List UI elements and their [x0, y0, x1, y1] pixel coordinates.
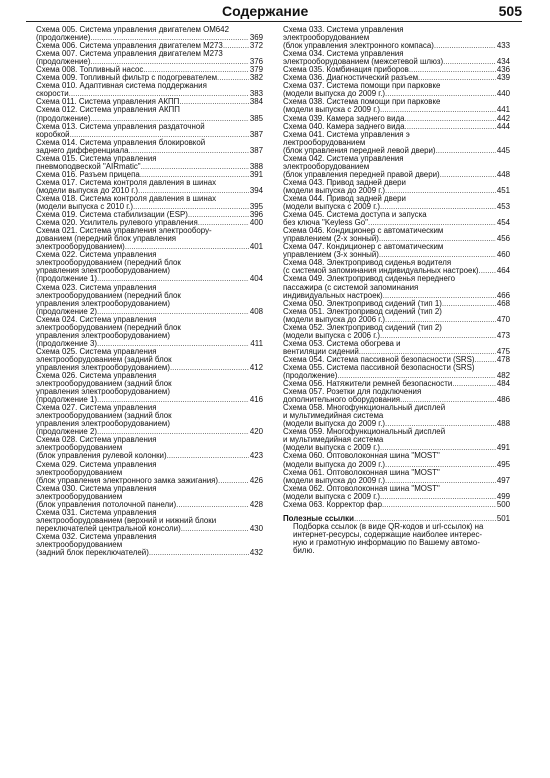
toc-entry-text: управления электрооборудованием)	[36, 362, 170, 372]
toc-entry-text: (блок управления электронного замка зажигания)	[36, 475, 219, 485]
toc-entry-page: 412	[249, 362, 263, 372]
toc-entry-text: Схема 032. Система управления	[36, 531, 157, 541]
toc-entry[interactable]	[283, 26, 510, 50]
toc-entry-page: 451	[496, 185, 510, 195]
toc-entry[interactable]	[36, 404, 263, 436]
toc-left-column	[36, 26, 263, 557]
toc-entry-text: (модели выпуска с 2009 г.)	[283, 105, 380, 115]
toc-entry-text: Схема 042. Система управления	[283, 153, 404, 163]
toc-entry-text: Схема 055. Система пассивной безопасности (SRS)	[283, 362, 475, 372]
toc-entry-text: Схема 008. Топливный насос	[36, 65, 144, 75]
toc-entry-page: 445	[496, 145, 510, 155]
toc-entry-page: 404	[249, 274, 263, 284]
toc-entry[interactable]	[283, 155, 510, 179]
toc-entry-page: 454	[496, 218, 510, 228]
toc-entry-page: 441	[496, 105, 510, 115]
toc-entry-text: (с системой запоминания индивидуальных настроек)	[283, 266, 479, 276]
toc-entry-page: 432	[249, 548, 263, 558]
toc-entry-page: 401	[249, 242, 263, 252]
toc-entry[interactable]	[36, 179, 263, 195]
toc-entry[interactable]	[283, 131, 510, 155]
toc-entry-text: (модели выпуска до 2009 г.)	[283, 89, 386, 99]
toc-entry-text: (продолжение 3)	[36, 338, 97, 348]
toc-entry-text: электрооборудованием (задний блок	[36, 411, 172, 421]
toc-entry-text: Схема 046. Кондиционер с автоматическим	[283, 226, 444, 236]
leader-dots	[440, 171, 496, 179]
toc-entry[interactable]	[36, 227, 263, 251]
leader-dots	[443, 58, 496, 66]
toc-entry-page: 497	[496, 475, 510, 485]
toc-entry-text: Схема 031. Система управления	[36, 507, 157, 517]
toc-entry-page: 396	[249, 210, 263, 220]
toc-entry[interactable]	[36, 50, 263, 66]
toc-entry-page: 387	[249, 129, 263, 139]
toc-entry-text: (продолжение 2)	[36, 306, 97, 316]
toc-entry-text: Схема 009. Топливный фильтр с подогревателем	[36, 73, 218, 83]
leader-dots	[442, 300, 496, 308]
toc-entry-text: электрооборудованием	[36, 443, 123, 453]
toc-entry-text: Схема 006. Система управления двигателем M273	[36, 41, 223, 51]
toc-entry-text: электрооборудованием (задний блок	[36, 379, 172, 389]
toc-entry-page: 444	[496, 121, 510, 131]
toc-entry-text: Схема 059. Многофункциональный дисплей	[283, 427, 446, 437]
toc-entry-text: Схема 056. Натяжители ремней безопасности	[283, 379, 453, 389]
toc-entry-text: Схема 037. Система помощи при парковке	[283, 81, 441, 91]
toc-entry-text: Схема 062. Оптоволоконная шина "MOST"	[283, 483, 440, 493]
description-line: ную и грамотную информацию по Вашему автомо-	[293, 537, 480, 547]
toc-entry-text: электрооборудованием (задний блок	[36, 354, 172, 364]
toc-entry-text: управлением (3-х зонный)	[283, 250, 379, 260]
leader-dots	[405, 115, 496, 123]
toc-entry[interactable]	[283, 179, 510, 195]
toc-entry[interactable]	[36, 461, 263, 485]
toc-entry-text: скорости	[36, 89, 69, 99]
toc-entry-page: 460	[496, 250, 510, 260]
toc-entry-text: Схема 057. Розетки для подключения	[283, 387, 422, 397]
toc-entry-text: Схема 044. Привод задней двери	[283, 193, 406, 203]
leader-dots	[475, 356, 496, 364]
toc-entry-page: 499	[496, 491, 510, 501]
toc-entry-text: (продолжение 2)	[36, 427, 97, 437]
toc-entry-text: лектрооборудованием	[283, 137, 366, 147]
toc-entry-text: пневмоподвеской "AIRmatic"	[36, 161, 141, 171]
toc-entry[interactable]	[283, 340, 510, 356]
toc-entry-page: 473	[496, 330, 510, 340]
toc-entry-text: Схема 019. Система стабилизации (ESP)	[36, 210, 188, 220]
toc-entry-text: Схема 024. Система управления	[36, 314, 157, 324]
toc-entry-page: 385	[249, 113, 263, 123]
toc-entry[interactable]	[36, 509, 263, 533]
toc-entry[interactable]	[283, 388, 510, 404]
toc-entry-page: 379	[249, 65, 263, 75]
leader-dots	[380, 493, 496, 501]
toc-entry-text: заднего дифференциала	[36, 145, 129, 155]
toc-entry-text: Схема 018. Система контроля давления в шинах	[36, 193, 217, 203]
toc-entry-text: (модели выпуска до 2009 г.)	[283, 185, 386, 195]
toc-entry-text: Схема 021. Система управления электрообору-	[36, 226, 212, 236]
toc-entry-last-line	[283, 501, 510, 509]
toc-entry-page: 428	[249, 499, 263, 509]
toc-entry-page: 470	[496, 314, 510, 324]
useful-links-page: 501	[496, 513, 510, 523]
toc-entry-text: электрооборудованием	[283, 33, 370, 43]
toc-entry-text: Схема 061. Оптоволоконная шина "MOST"	[283, 467, 440, 477]
toc-entry-page: 478	[496, 354, 510, 364]
toc-entry[interactable]	[283, 404, 510, 428]
toc-entry[interactable]	[283, 98, 510, 114]
toc-entry-page: 486	[496, 395, 510, 405]
toc-entry-text: электрооборудованием	[283, 161, 370, 171]
toc-entry-text: (продолжение 1)	[36, 395, 97, 405]
leader-dots	[434, 42, 496, 50]
toc-entry-text: электрооборудованием	[36, 467, 123, 477]
toc-entry-text: Схема 035. Комбинация приборов	[283, 65, 409, 75]
description-line: билю.	[293, 546, 315, 555]
toc-entry-text: Схема 016. Разъем прицепа	[36, 169, 140, 179]
toc-entry-page: 482	[496, 371, 510, 381]
toc-entry[interactable]	[283, 227, 510, 243]
toc-entry-text: (модели выпуска с 2006 г.)	[283, 330, 380, 340]
toc-entry-page: 411	[250, 338, 263, 348]
toc-entry-page: 448	[496, 169, 510, 179]
toc-entry-text: Схема 025. Система управления	[36, 346, 157, 356]
toc-entry-text: электрооборудованием (передний блок	[36, 290, 181, 300]
toc-entry-text: Схема 011. Система управления АКПП	[36, 97, 180, 107]
toc-entry-page: 382	[249, 73, 263, 83]
leader-dots	[382, 501, 496, 509]
toc-entry-text: Схема 039. Камера заднего вида	[283, 113, 405, 123]
toc-entry-text: (модели выпуска с 2010 г.)	[36, 202, 133, 212]
toc-entry-page: 491	[496, 443, 510, 453]
description-line: интернет-ресурсы, содержащие наиболее интерес-	[293, 529, 483, 539]
toc-entry-page: 475	[496, 346, 510, 356]
toc-entry-text: (продолжение)	[36, 57, 91, 67]
leader-dots	[479, 267, 496, 275]
toc-entry-page: 466	[496, 290, 510, 300]
toc-entry[interactable]	[36, 436, 263, 460]
toc-entry-text: Схема 048. Электропривод сиденья водителя	[283, 258, 452, 268]
toc-entry-text: (продолжение 1)	[36, 274, 97, 284]
toc-entry-text: (модели выпуска до 2009 г.)	[283, 459, 386, 469]
toc-entry-page: 387	[249, 145, 263, 155]
toc-entry-text: Схема 043. Привод задней двери	[283, 177, 406, 187]
toc-entry-last-line	[36, 549, 263, 557]
toc-entry-text: Схема 030. Система управления	[36, 483, 157, 493]
toc-entry-page: 442	[496, 113, 510, 123]
toc-entry-text: Схема 058. Многофункциональный дисплей	[283, 403, 446, 413]
useful-links-title: Полезные ссылки	[283, 513, 354, 523]
toc-entry-text: (блок управления электронного компаса)	[283, 41, 434, 51]
toc-entry[interactable]	[283, 195, 510, 211]
toc-entry-text: Схема 063. Корректор фар	[283, 499, 382, 509]
toc-entry-text: Схема 060. Оптоволоконная шина "MOST"	[283, 451, 440, 461]
leader-dots	[176, 501, 249, 509]
toc-entry[interactable]	[36, 26, 263, 42]
toc-entry-text: Схема 029. Система управления	[36, 459, 157, 469]
toc-entry-text: (блок управления передней левой двери)	[283, 145, 436, 155]
leader-dots	[405, 123, 496, 131]
toc-entry[interactable]	[283, 501, 510, 509]
toc-entry[interactable]	[283, 452, 510, 468]
toc-entry-text: Схема 013. Система управления раздаточной	[36, 121, 205, 131]
toc-entry-text: дополнительного оборудования	[283, 395, 401, 405]
leader-dots	[170, 364, 249, 372]
toc-entry-text: электрооборудованием	[36, 491, 123, 501]
toc-entry-page: 439	[496, 73, 510, 83]
toc-entry-page: 436	[496, 65, 510, 75]
toc-entry-text: электрооборудованием	[36, 540, 123, 549]
toc-entry[interactable]	[283, 211, 510, 227]
toc-entry-text: и мультимедийная система	[283, 411, 384, 421]
toc-entry-text: (продолжение)	[36, 113, 91, 123]
toc-entry-text: Схема 015. Система управления	[36, 153, 157, 163]
toc-entry-page: 488	[496, 419, 510, 429]
toc-entry-page: 500	[496, 499, 510, 509]
toc-entry-text: пассажира (с системой запоминания	[283, 282, 419, 292]
toc-entry[interactable]	[283, 469, 510, 485]
toc-entry-text: переключателей центральной консоли)	[36, 523, 181, 533]
toc-entry[interactable]	[283, 259, 510, 275]
toc-entry-text: Схема 051. Электропривод сидений (тип 2)	[283, 306, 442, 316]
toc-entry[interactable]	[283, 428, 510, 452]
toc-entry-page: 464	[496, 266, 510, 276]
toc-entry-page: 394	[249, 185, 263, 195]
toc-entry-text: Схема 022. Система управления	[36, 250, 157, 260]
leader-dots	[409, 66, 496, 74]
toc-entry-text: (модели выпуска до 2006 г.)	[283, 314, 386, 324]
toc-entry-text: Схема 050. Электропривод сидений (тип 1)	[283, 298, 442, 308]
toc-entry-text: управления электрооборудованием)	[36, 419, 170, 429]
toc-entry-text: (продолжение)	[283, 371, 338, 381]
toc-entry-text: электрооборудованием (верхний и нижний блоки	[36, 515, 217, 525]
toc-entry-page: 453	[496, 202, 510, 212]
toc-entry-text: Схема 007. Система управления двигателем M273	[36, 49, 223, 59]
toc-entry-page: 416	[249, 395, 263, 405]
toc-entry-page: 384	[249, 97, 263, 107]
toc-entry[interactable]	[283, 50, 510, 66]
toc-entry-text: (модели выпуска до 2009 г.)	[283, 475, 386, 485]
leader-dots	[436, 147, 496, 155]
toc-entry[interactable]	[283, 485, 510, 501]
toc-entry-text: электрооборудованием (межсетевой шлюз)	[283, 57, 444, 67]
toc-entry[interactable]	[283, 82, 510, 98]
toc-entry-page: 391	[249, 169, 263, 179]
toc-entry[interactable]	[36, 155, 263, 171]
toc-entry[interactable]	[36, 251, 263, 283]
toc-entry[interactable]	[36, 139, 263, 155]
toc-entry-text: Схема 017. Система контроля давления в шинах	[36, 177, 217, 187]
page-title: Содержание	[222, 3, 309, 19]
toc-entry-text: Схема 014. Система управления блокировкой	[36, 137, 206, 147]
toc-entry-text: (модели выпуска до 2010 г.)	[36, 185, 139, 195]
description-line: Подборка ссылок (в виде QR-кодов и url-ссылок) на	[293, 521, 484, 531]
toc-entry[interactable]	[283, 308, 510, 324]
toc-entry-text: Схема 041. Система управления э	[283, 129, 410, 139]
toc-entry-page: 372	[249, 41, 263, 51]
toc-entry-page: 400	[249, 218, 263, 228]
toc-entry[interactable]	[36, 316, 263, 348]
useful-links-section	[283, 515, 510, 555]
toc-entry-text: (блок управления передней правой двери)	[283, 169, 440, 179]
toc-entry-text: Схема 028. Система управления	[36, 435, 157, 445]
toc-entry-text: дованием (передний блок управления	[36, 234, 177, 244]
toc-right-column	[283, 26, 510, 555]
page-header	[26, 2, 522, 22]
toc-entry-page: 408	[249, 306, 263, 316]
toc-entry-text: Схема 052. Электропривод сидений (тип 2)	[283, 322, 442, 332]
toc-entry[interactable]	[283, 275, 510, 299]
toc-entry-page: 420	[249, 427, 263, 437]
page-number: 505	[498, 3, 522, 19]
toc-entry[interactable]	[36, 106, 263, 122]
toc-entry-text: Схема 012. Система управления АКПП	[36, 105, 180, 115]
toc-entry[interactable]	[36, 123, 263, 139]
toc-entry-page: 433	[496, 41, 510, 51]
toc-entry[interactable]	[36, 284, 263, 316]
toc-entry-text: управления электрооборудованием)	[36, 298, 170, 308]
toc-entry-page: 468	[496, 298, 510, 308]
toc-entry-page: 376	[249, 57, 263, 67]
toc-entry-page: 430	[249, 523, 263, 533]
toc-entry-text: Схема 026. Система управления	[36, 371, 157, 381]
toc-entry-text: коробкой	[36, 129, 70, 139]
toc-entry[interactable]	[36, 195, 263, 211]
toc-entry-page: 426	[249, 475, 263, 485]
toc-entry-text: без ключа "Keyless Go"	[283, 218, 368, 228]
toc-entry[interactable]	[36, 82, 263, 98]
toc-entry[interactable]	[283, 364, 510, 380]
toc-entry-text: Схема 049. Электропривод сиденья переднего	[283, 274, 456, 284]
toc-entry-page: 383	[249, 89, 263, 99]
toc-entry-text: Схема 045. Система доступа и запуска	[283, 210, 427, 220]
toc-entry-text: и мультимедийная система	[283, 435, 384, 445]
toc-entry-page: 369	[249, 33, 263, 43]
toc-entry-text: Схема 020. Усилитель рулевого управления	[36, 218, 198, 228]
toc-entry-text: (блок управления потолочной панели)	[36, 499, 177, 509]
toc-entry-page: 423	[249, 451, 263, 461]
toc-entry[interactable]	[36, 533, 263, 557]
toc-entry-text: Схема 038. Система помощи при парковке	[283, 97, 441, 107]
toc-entry-text: Схема 023. Система управления	[36, 282, 157, 292]
toc-entry-text: вентиляции сидений	[283, 346, 359, 356]
toc-entry[interactable]	[36, 348, 263, 372]
toc-entry-text: (модели выпуска с 2009 г.)	[283, 491, 380, 501]
toc-entry-page: 484	[496, 379, 510, 389]
toc-entry[interactable]	[36, 485, 263, 509]
toc-entry-text: Схема 005. Система управления двигателем OM642	[36, 25, 229, 34]
leader-dots	[149, 549, 249, 557]
useful-links-description	[283, 523, 510, 555]
leader-dots	[181, 525, 249, 533]
leader-dots	[141, 163, 249, 171]
leader-dots	[452, 380, 496, 388]
toc-right-entries	[283, 26, 510, 509]
toc-entry-text: управлением (2-х зонный)	[283, 234, 379, 244]
toc-entry-text: Схема 034. Система управления	[283, 49, 404, 59]
toc-entry-page: 495	[496, 459, 510, 469]
toc-entry-page: 434	[496, 57, 510, 67]
toc-entry-text: (модели выпуска до 2009 г.)	[283, 419, 386, 429]
toc-entry-text: Схема 010. Адаптивная система поддержания	[36, 81, 207, 91]
toc-entry-text: (продолжение)	[36, 33, 91, 43]
toc-entry-page: 440	[496, 89, 510, 99]
toc-entry-text: Схема 036. Диагностический разъем	[283, 73, 419, 83]
toc-entry-text: индивидуальных настроек)	[283, 290, 383, 300]
toc-entry-page: 395	[249, 202, 263, 212]
toc-entry-text: электрооборудованием (передний блок	[36, 258, 181, 268]
toc-entry-text: (блок управления рулевой колонки)	[36, 451, 167, 461]
toc-entry-text: управления электрооборудованием)	[36, 387, 170, 397]
toc-entry-text: Схема 027. Система управления	[36, 403, 157, 413]
toc-entry[interactable]	[283, 243, 510, 259]
toc-entry-text: Схема 033. Система управления	[283, 25, 404, 34]
toc-entry-page: 456	[496, 234, 510, 244]
toc-entry-text: электрооборудованием)	[36, 242, 125, 252]
leader-dots	[218, 477, 249, 485]
toc-entry-text: управления электрооборудованием)	[36, 266, 170, 276]
toc-entry-text: Схема 054. Система пассивной безопасности (SRS)	[283, 354, 475, 364]
toc-entry-text: Схема 040. Камера заднего вида	[283, 121, 405, 131]
toc-entry[interactable]	[283, 324, 510, 340]
leader-dots	[179, 98, 249, 106]
toc-entry-text: (модели выпуска с 2009 г.)	[283, 443, 380, 453]
toc-entry-page: 388	[249, 161, 263, 171]
toc-entry-text: (задний блок переключателей)	[36, 548, 149, 558]
toc-entry-text: (модели выпуска с 2009 г.)	[283, 202, 380, 212]
toc-entry-text: Схема 053. Система обогрева и	[283, 338, 401, 348]
leader-dots	[217, 74, 249, 82]
leader-dots	[223, 42, 249, 50]
leader-dots	[167, 452, 249, 460]
toc-entry-text: Схема 047. Кондиционер с автоматическим	[283, 242, 444, 252]
toc-entry[interactable]	[36, 372, 263, 404]
toc-entry-text: управления электрооборудованием)	[36, 330, 170, 340]
toc-entry-text: электрооборудованием (передний блок	[36, 322, 181, 332]
